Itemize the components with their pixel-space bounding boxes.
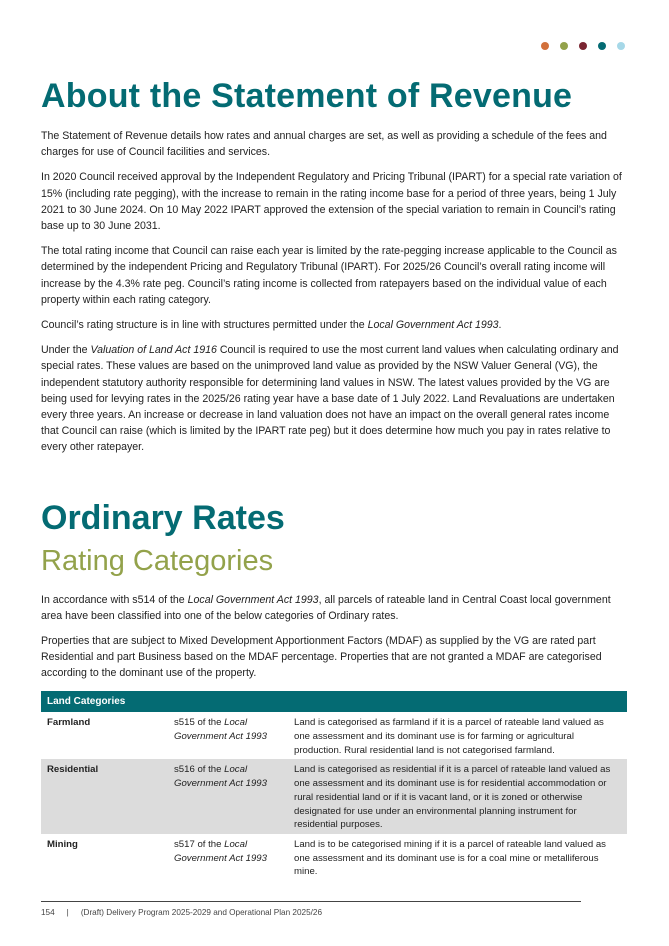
- footer-separator: |: [66, 908, 69, 917]
- table-header: Land Categories: [41, 691, 627, 713]
- table-header-row: [41, 691, 627, 713]
- table-row: [41, 834, 627, 881]
- paragraph-text: , all parcels of rateable land in Central Coast local government area have been classified into one of the below categories of Ordinary rates.: [41, 593, 611, 622]
- legislation-cell: [168, 712, 288, 759]
- paragraph-text: The Statement of Revenue details how rates and annual charges are set, as well as providing a schedule of the fees and charges for use of Council facilities and services.: [41, 130, 607, 159]
- section-ref: s516 of the: [174, 764, 225, 776]
- page-footer: [41, 901, 581, 917]
- body-paragraph: [41, 592, 627, 624]
- page-content: [41, 70, 627, 881]
- table-row: [41, 759, 627, 834]
- act-reference: Local Government Act 1993: [174, 717, 267, 743]
- section-ref: s515 of the: [174, 717, 225, 729]
- body-paragraph: [41, 342, 627, 455]
- decorative-dot: [541, 42, 549, 50]
- paragraph-text: Council’s rating structure is in line with structures permitted under the: [41, 319, 368, 332]
- paragraph-text: The total rating income that Council can raise each year is limited by the rate-pegging increase applicable to the Council as determined by the independent Pricing and Regulatory Tribunal (IPART). For 2025/26 Council’s overall rating income will increase by the 4.3% rate peg. Council’s rating income is collected from ratepayers based on the individual value of each property within each rating category.: [41, 245, 617, 306]
- legislation-cell: [168, 834, 288, 881]
- section-subtitle: Rating Categories: [41, 544, 274, 577]
- paragraph-text: Properties that are subject to Mixed Development Apportionment Factors (MDAF) as supplied by the VG are rated part Residential and part Business based on the MDAF percentage. Properties that are not granted a MDAF are categorised according to the dominant use of the property.: [41, 635, 602, 680]
- statement-body: [41, 128, 627, 456]
- act-reference: Local Government Act 1993: [174, 764, 267, 790]
- act-reference: Local Government Act 1993: [174, 839, 267, 864]
- decorative-dot: [560, 42, 568, 50]
- category-name: Farmland: [47, 717, 91, 729]
- category-name: Mining: [47, 839, 78, 850]
- body-paragraph: [41, 317, 627, 333]
- body-paragraph: [41, 128, 627, 160]
- act-reference: Local Government Act 1993: [187, 593, 319, 606]
- table-row: [41, 712, 627, 759]
- category-description: Land is to be categorised mining if it is a parcel of rateable land valued as one assessment and its dominant use is for a coal mine or metalliferous mine.: [294, 839, 606, 878]
- body-paragraph: [41, 169, 627, 234]
- body-paragraph: [41, 633, 627, 682]
- footer-text: (Draft) Delivery Program 2025-2029 and Operational Plan 2025/26: [80, 908, 323, 917]
- page-number: 154: [41, 908, 55, 917]
- section-ref: s517 of the: [174, 839, 225, 850]
- legislation-cell: [168, 759, 288, 834]
- paragraph-text: In accordance with s514 of the: [41, 593, 188, 606]
- decorative-dot: [579, 42, 587, 50]
- decorative-dot: [617, 42, 625, 50]
- body-paragraph: [41, 243, 627, 308]
- paragraph-text: In 2020 Council received approval by the Independent Regulatory and Pricing Tribunal (IPART) for a special rate variation of 15% (including rate pegging), with the increase to remain in the rating income base for a period of three years, being 1 July 2021 to 30 June 2024. On 10 May 2022 IPART approved the extension of the special variation to remain in Council’s rating base up to 30 June 2031.: [41, 171, 622, 233]
- act-reference: Valuation of Land Act 1916: [90, 344, 217, 357]
- decorative-dots: [541, 42, 625, 50]
- ordinary-body: [41, 592, 627, 682]
- page-title: About the Statement of Revenue: [41, 77, 573, 115]
- category-name: Residential: [41, 759, 168, 834]
- decorative-dot: [598, 42, 606, 50]
- paragraph-text: Under the: [41, 344, 91, 357]
- section-title: Ordinary Rates: [41, 498, 285, 537]
- category-description: Land is categorised as farmland if it is a parcel of rateable land valued as one assessment and its dominant use is for farming or agricultural production. Rural residential land is not categorised farmland.: [294, 717, 604, 756]
- category-description: Land is categorised as residential if it is a parcel of rateable land valued as one assessment and its dominant use is for residential accommodation or rural residential land or if it is vacant land, or it is zoned or otherwise designated for use under an environmental planning instrument for residential purposes.: [288, 759, 627, 834]
- act-reference: Local Government Act 1993: [367, 319, 499, 332]
- land-categories-table: [41, 691, 627, 881]
- paragraph-text: .: [498, 319, 502, 332]
- paragraph-text: Council is required to use the most current land values when calculating ordinary and special rates. These values are based on the unimproved land value as provided by the NSW Valuer General (VG), the independent statutory authority responsible for determining land values in NSW. The latest values provided by the VG are being used for levying rates in the 2025/26 rating year have a base date of 1 July 2022. Land Revaluations are undertaken every three years. An increase or decrease in land valuation does not have an impact on the overall general rates income that Council can raise (which is limited by the IPART rate peg) but it does determine how much you pay in rates relative to every other ratepayer.: [41, 344, 619, 454]
